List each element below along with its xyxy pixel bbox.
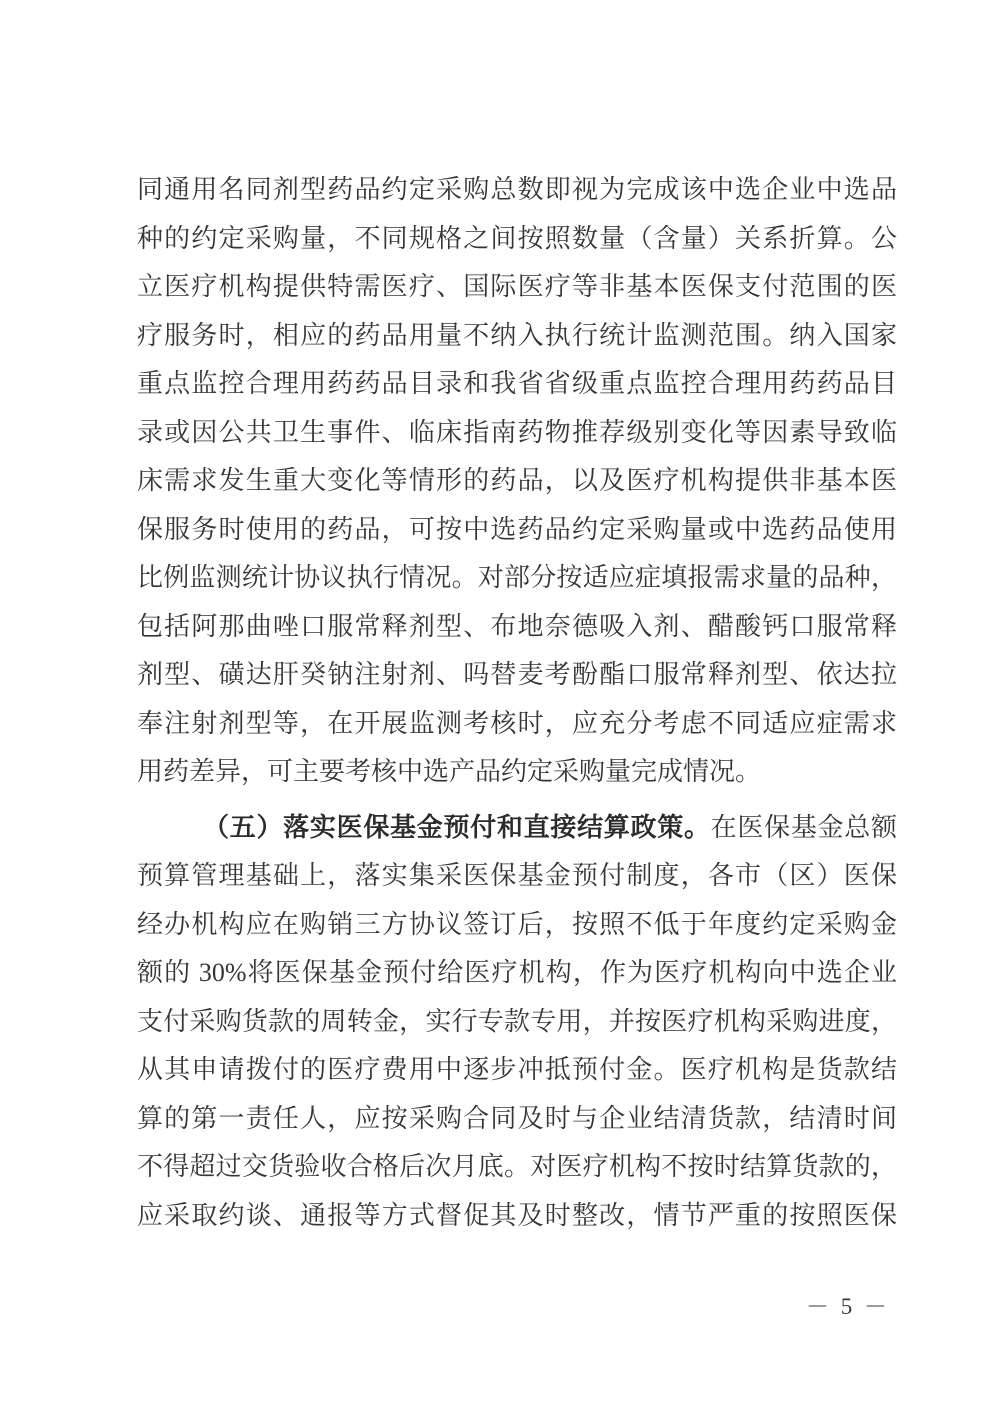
- text-line: 重点监控合理用药药品目录和我省省级重点监控合理用药药品目: [137, 369, 897, 398]
- text-line: 用药差异，可主要考核中选产品约定采购量完成情况。: [137, 757, 762, 786]
- text-line: 从其申请拨付的医疗费用中逐步冲抵预付金。医疗机构是货款结: [137, 1055, 897, 1084]
- text-line: 包括阿那曲唑口服常释剂型、布地奈德吸入剂、醋酸钙口服常释: [137, 611, 897, 641]
- heading-continuation-text: 在医保基金总额: [710, 812, 897, 842]
- text-line: 录或因公共卫生事件、临床指南药物推荐级别变化等因素导致临: [137, 417, 897, 447]
- text-line: 经办机构应在购销三方协议签订后，按照不低于年度约定采购金: [137, 909, 897, 939]
- page-number: － 5 －: [806, 1294, 890, 1319]
- text-line: [137, 804, 897, 853]
- section-heading: （五）落实医保基金预付和直接结算政策。: [203, 812, 711, 842]
- text-line: 疗服务时，相应的药品用量不纳入执行统计监测范围。纳入国家: [137, 320, 897, 350]
- text-line: 额的 30%将医保基金预付给医疗机构，作为医疗机构向中选企业: [137, 958, 897, 987]
- text-line: 奉注射剂型等，在开展监测考核时，应充分考虑不同适应症需求: [137, 708, 897, 738]
- text-line: 应采取约谈、通报等方式督促其及时整改，情节严重的按照医保: [137, 1200, 897, 1230]
- paragraph-2: [137, 804, 897, 1241]
- text-line: 支付采购货款的周转金，实行专款专用，并按医疗机构采购进度，: [137, 1006, 897, 1036]
- text-line: 算的第一责任人，应按采购合同及时与企业结清货款，结清时间: [137, 1103, 897, 1133]
- text-line: 种的约定采购量，不同规格之间按照数量（含量）关系折算。公: [137, 223, 897, 253]
- text-line: 剂型、磺达肝癸钠注射剂、吗替麦考酚酯口服常释剂型、依达拉: [137, 660, 897, 689]
- text-line: 比例监测统计协议执行情况。对部分按适应症填报需求量的品种，: [137, 563, 897, 592]
- text-line: 预算管理基础上，落实集采医保基金预付制度，各市（区）医保: [137, 861, 897, 890]
- text-line: 床需求发生重大变化等情形的药品，以及医疗机构提供非基本医: [137, 466, 897, 495]
- paragraph-1: [137, 166, 897, 797]
- text-line: 立医疗机构提供特需医疗、国际医疗等非基本医保支付范围的医: [137, 272, 897, 301]
- body-text: [137, 166, 897, 1240]
- text-line: 不得超过交货验收合格后次月底。对医疗机构不按时结算货款的，: [137, 1152, 897, 1181]
- text-line: 同通用名同剂型药品约定采购总数即视为完成该中选企业中选品: [137, 175, 897, 204]
- text-line: 保服务时使用的药品，可按中选药品约定采购量或中选药品使用: [137, 514, 897, 544]
